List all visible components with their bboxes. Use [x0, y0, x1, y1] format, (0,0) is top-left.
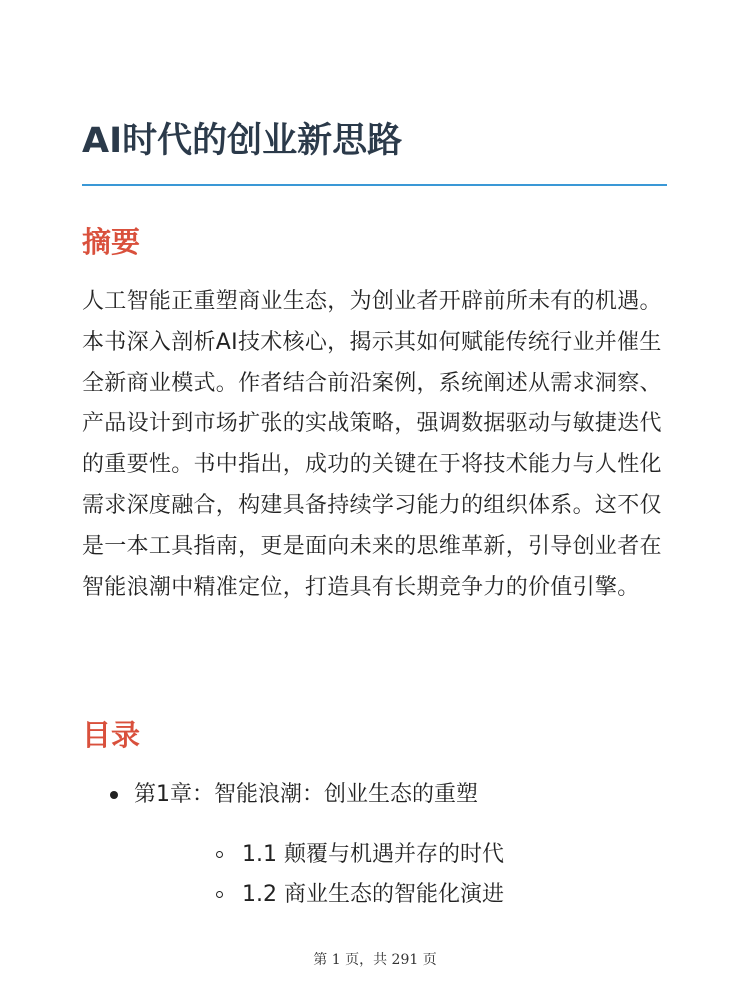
toc-section-label: 1.1 颠覆与机遇并存的时代 — [242, 842, 504, 867]
page-number: 第 1 页，共 291 页 — [313, 952, 437, 968]
toc-section-label: 1.2 商业生态的智能化演进 — [242, 882, 504, 907]
toc-sublist — [190, 835, 534, 915]
bullet-circle-icon — [216, 891, 223, 898]
toc-section-1-1[interactable] — [190, 835, 534, 875]
bullet-circle-icon — [216, 851, 223, 858]
toc-chapter-1[interactable] — [82, 775, 504, 907]
summary-paragraph: 人工智能正重塑商业生态，为创业者开辟前所未有的机遇。本书深入剖析AI技术核心，揭示其如何赋能传统行业并催生全新商业模式。作者结合前沿案例，系统阐述从需求洞察、产品设计到市场扩张的实战策略，强调数据驱动与敏捷迭代的重要性。书中指出，成功的关键在于将技术能力与人性化需求深度融合，构建具备持续学习能力的组织体系。这不仅是一本工具指南，更是面向未来的思维革新，引导创业者在智能浪潮中精准定位，打造具有长期竞争力的价值引擎。 — [82, 289, 662, 600]
toc-chapter-label: 第1章：智能浪潮：创业生态的重塑 — [134, 782, 478, 807]
summary-heading: 摘要 — [82, 225, 141, 259]
bullet-disc-icon — [110, 791, 118, 799]
toc-list — [82, 775, 504, 907]
toc-section-1-2[interactable] — [190, 875, 534, 915]
title-divider — [82, 184, 667, 186]
document-title: AI时代的创业新思路 — [82, 121, 403, 161]
toc-heading: 目录 — [82, 718, 141, 752]
